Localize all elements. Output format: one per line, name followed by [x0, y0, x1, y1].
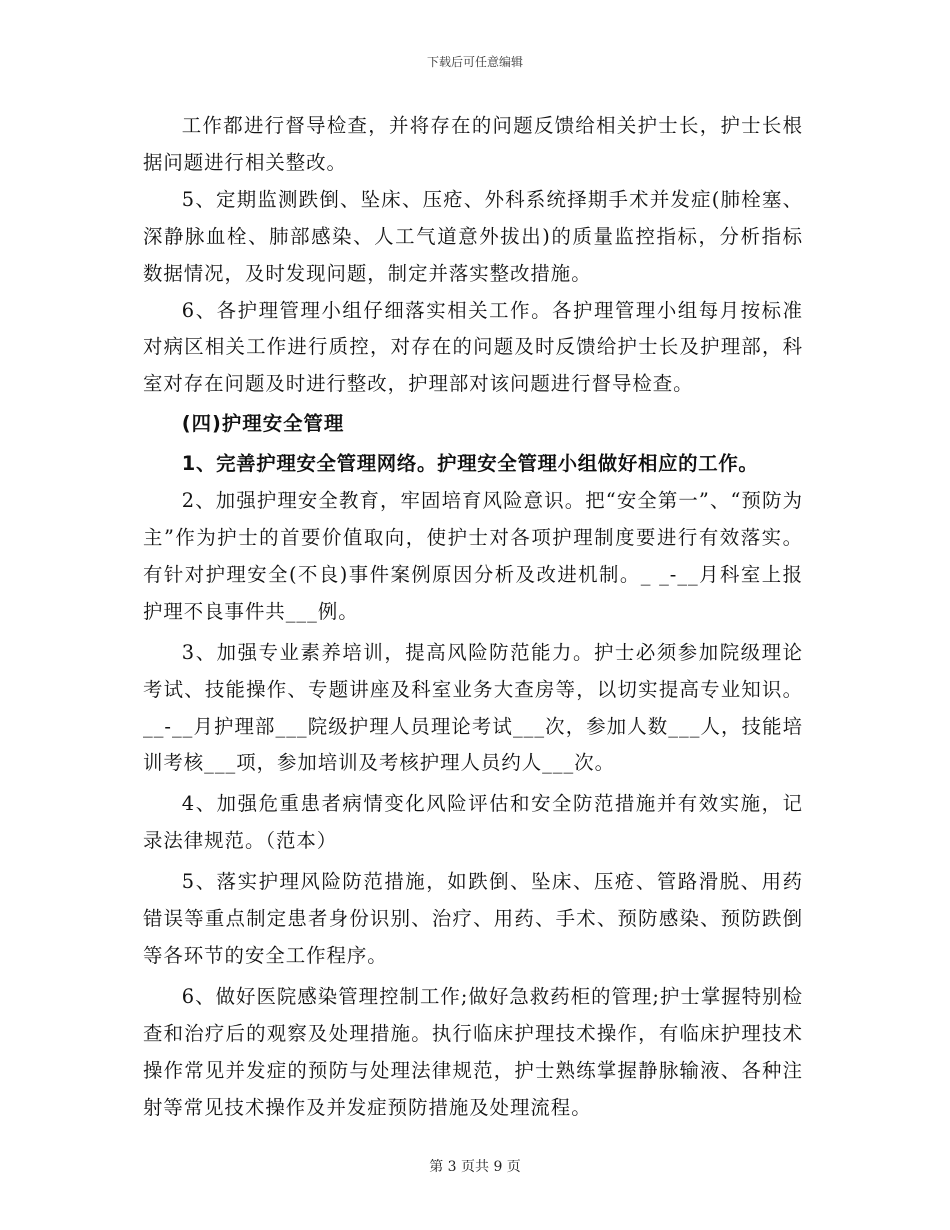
page-header: 下载后可任意编辑 — [426, 55, 523, 69]
paragraph-safety-item-5: 5、落实护理风险防范措施，如跌倒、坠床、压疮、管路滑脱、用药错误等重点制定患者身份识别、治疗、用药、手术、预防感染、预防跌倒等各环节的安全工作程序。 — [143, 870, 803, 967]
paragraph-safety-item-6: 6、做好医院感染管理控制工作;做好急救药柜的管理;护士掌握特别检查和治疗后的观察及处理措施。执行临床护理技术操作，有临床护理技术操作常见并发症的预防与处理法律规范，护士熟练掌握静脉输液、各种注射等常见技术操作及并发症预防措施及处理流程。 — [143, 984, 803, 1119]
paragraph-item-6-groups: 6、各护理管理小组仔细落实相关工作。各护理管理小组每月按标准对病区相关工作进行质控，对存在的问题及时反馈给护士长及护理部，科室对存在问题及时进行整改，护理部对该问题进行督导检查。 — [143, 298, 803, 396]
document-body — [143, 108, 803, 1126]
paragraph-safety-item-3: 3、加强专业素养培训，提高风险防范能力。护士必须参加院级理论考试、技能操作、专题讲座及科室业务大查房等，以切实提高专业知识。__-__月护理部___院级护理人员理论考试___次，参加人数___人，技能培训考核___项，参加培训及考核护理人员约人___次。 — [143, 640, 803, 775]
page-number: 第 3 页共 9 页 — [429, 1159, 521, 1175]
section-heading-safety-management: (四)护理安全管理 — [181, 412, 345, 436]
paragraph-continued-supervision: 工作都进行督导检查，并将存在的问题反馈给相关护士长，护士长根据问题进行相关整改。 — [143, 114, 803, 174]
paragraph-safety-item-2: 2、加强护理安全教育，牢固培育风险意识。把“安全第一”、“预防为主”作为护士的首要价值取向，使护士对各项护理制度要进行有效落实。有针对护理安全(不良)事件案例原因分析及改进机制。_ _-__月科室上报护理不良事件共___例。 — [143, 489, 803, 623]
paragraph-safety-item-1: 1、完善护理安全管理网络。护理安全管理小组做好相应的工作。 — [181, 452, 759, 476]
paragraph-item-5-monitoring: 5、定期监测跌倒、坠床、压疮、外科系统择期手术并发症(肺栓塞、深静脉血栓、肺部感染、人工气道意外拔出)的质量监控指标，分析指标数据情况，及时发现问题，制定并落实整改措施。 — [143, 187, 803, 285]
paragraph-safety-item-4: 4、加强危重患者病情变化风险评估和安全防范措施并有效实施，记录法律规范。（范本） — [143, 792, 803, 853]
